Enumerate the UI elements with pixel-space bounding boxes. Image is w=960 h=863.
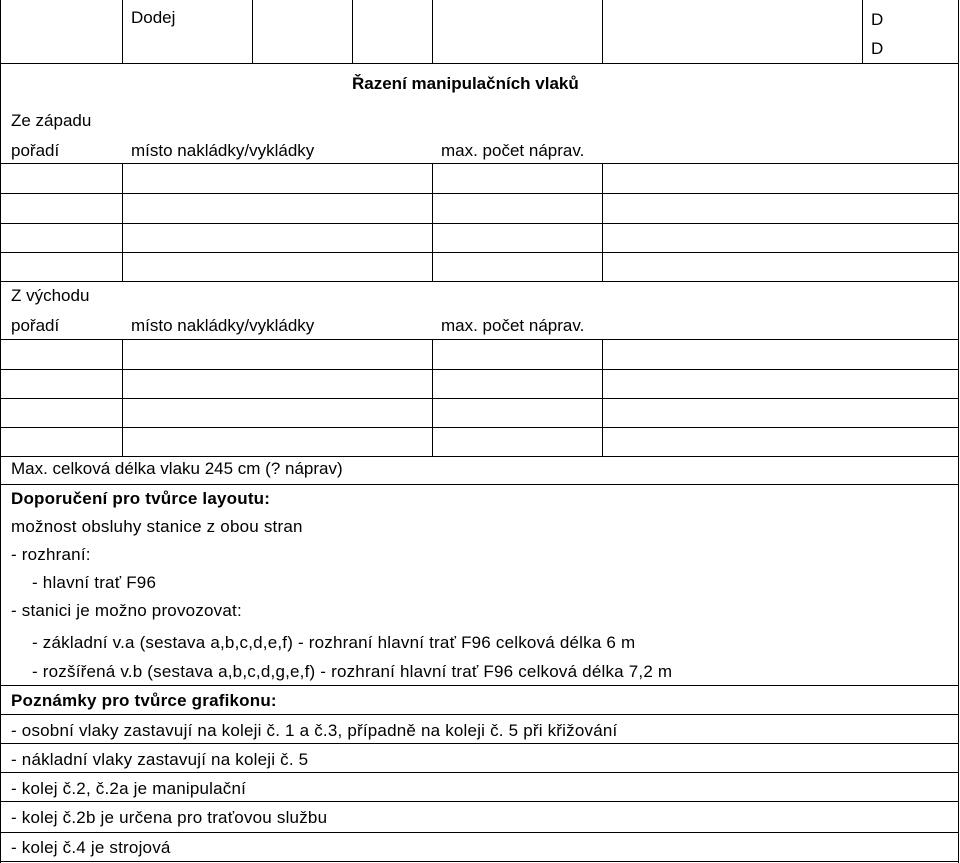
max-length-note: Max. celková délka vlaku 245 cm (? náprav) (11, 459, 343, 478)
layout-line: - rozhraní: (11, 545, 91, 564)
east-row-line-1 (0, 339, 959, 340)
west-row-line-1 (0, 163, 959, 164)
notes-line-5 (0, 772, 959, 773)
layout-line: - rozšířená v.b (sestava a,b,c,d,g,e,f) - rozhraní hlavní trať F96 celková délka 7,2 m (32, 662, 673, 681)
notes-line-7 (0, 832, 959, 833)
east-col-1 (122, 339, 123, 456)
east-heading: Z východu (11, 286, 90, 305)
timetable-line: - kolej č.2b je určena pro traťovou službu (11, 808, 328, 827)
border-left (0, 0, 1, 863)
west-col-header-axles: max. počet náprav. (441, 141, 585, 160)
timetable-line: - osobní vlaky zastavují na koleji č. 1 a č.3, případně na koleji č. 5 při křižování (11, 721, 618, 740)
east-row-line-3 (0, 398, 959, 399)
header-divider-6 (862, 0, 863, 63)
d-label-1: D (871, 10, 884, 29)
east-row-line-2 (0, 369, 959, 370)
east-col-2 (432, 339, 433, 456)
east-row-line-5 (0, 456, 959, 457)
timetable-heading: Poznámky pro tvůrce grafikonu: (11, 691, 277, 710)
notes-line-2 (0, 685, 959, 686)
east-col-3 (602, 339, 603, 456)
header-bottom-line (0, 63, 959, 64)
west-col-3 (602, 163, 603, 281)
border-right (958, 0, 959, 863)
timetable-line: - kolej č.2, č.2a je manipulační (11, 779, 247, 798)
west-row-line-4 (0, 252, 959, 253)
west-col-header-place: místo nakládky/vykládky (131, 141, 315, 160)
timetable-line: - nákladní vlaky zastavují na koleji č. 5 (11, 750, 309, 769)
layout-line: - stanici je možno provozovat: (11, 601, 242, 620)
header-divider-4 (432, 0, 433, 63)
notes-line-4 (0, 743, 959, 744)
west-col-2 (432, 163, 433, 281)
east-col-header-place: místo nakládky/vykládky (131, 316, 315, 335)
west-heading: Ze západu (11, 111, 92, 130)
layout-line: možnost obsluhy stanice z obou stran (11, 517, 303, 536)
west-row-line-3 (0, 223, 959, 224)
west-col-1 (122, 163, 123, 281)
header-divider-2 (252, 0, 253, 63)
header-divider-1 (122, 0, 123, 63)
page-title: Řazení manipulačních vlaků (352, 74, 579, 93)
layout-heading: Doporučení pro tvůrce layoutu: (11, 489, 271, 508)
notes-line-3 (0, 714, 959, 715)
layout-line: - základní v.a (sestava a,b,c,d,e,f) - rozhraní hlavní trať F96 celková délka 6 m (32, 633, 636, 652)
header-divider-5 (602, 0, 603, 63)
d-label-2: D (871, 39, 884, 58)
east-col-header-order: pořadí (11, 316, 60, 335)
dodej-label: Dodej (131, 8, 176, 27)
west-col-header-order: pořadí (11, 141, 60, 160)
notes-line-1 (0, 484, 959, 485)
timetable-line: - kolej č.4 je strojová (11, 838, 171, 857)
west-row-line-5 (0, 281, 959, 282)
west-row-line-2 (0, 193, 959, 194)
header-divider-3 (352, 0, 353, 63)
notes-line-6 (0, 801, 959, 802)
east-col-header-axles: max. počet náprav. (441, 316, 585, 335)
east-row-line-4 (0, 427, 959, 428)
layout-line: - hlavní trať F96 (32, 573, 157, 592)
border-bottom (0, 861, 959, 862)
